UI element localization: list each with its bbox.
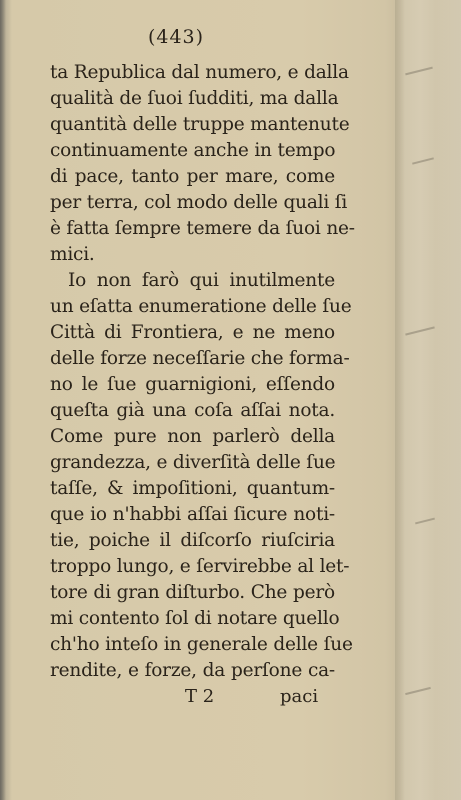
text-line: mici. — [50, 244, 95, 265]
text-line: Città di Frontiera, e ne meno — [50, 322, 335, 343]
text-line: è fatta ſempre temere da ſuoi ne- — [50, 218, 355, 239]
text-line: mi contento ſol di notare quello — [50, 608, 340, 629]
text-line: que io n'habbi aſſai ſicure noti- — [50, 504, 335, 525]
page-edge — [395, 0, 461, 800]
text-line: troppo lungo, e ſervirebbe al let- — [50, 556, 350, 577]
text-line: delle forze neceſſarie che forma- — [50, 348, 350, 369]
text-line: un eſatta enumeratione delle ſue — [50, 296, 352, 317]
page-number: (443) — [147, 26, 205, 48]
text-line: di pace, tanto per mare, come — [50, 166, 335, 187]
text-line: tore di gran diſturbo. Che però — [50, 582, 335, 603]
gutter-shadow — [0, 0, 6, 800]
text-line: rendite, e forze, da perſone ca- — [50, 660, 335, 681]
text-line: tie, poiche il diſcorſo riuſciria — [50, 530, 335, 551]
text-line: ta Republica dal numero, e dalla — [50, 62, 349, 83]
text-line: continuamente anche in tempo — [50, 140, 336, 161]
text-line: quantità delle truppe mantenute — [50, 114, 350, 135]
text-line: grandezza, e diverſità delle ſue — [50, 452, 336, 473]
text-line: no le ſue guarnigioni, eſſendo — [50, 374, 335, 395]
text-line: qualità de ſuoi ſudditi, ma dalla — [50, 88, 339, 109]
text-line: queſta già una coſa aſſai nota. — [50, 400, 335, 421]
text-line: per terra, col modo delle quali ſi — [50, 192, 348, 213]
text-line: Come pure non parlerò della — [50, 426, 335, 447]
text-line: Io non farò qui inutilmente — [68, 270, 335, 291]
text-line: taſſe, & impoſitioni, quantum- — [50, 478, 335, 499]
catchword: paci — [280, 686, 319, 707]
text-line: ch'ho inteſo in generale delle ſue — [50, 634, 353, 655]
signature-mark: T 2 — [185, 686, 215, 707]
